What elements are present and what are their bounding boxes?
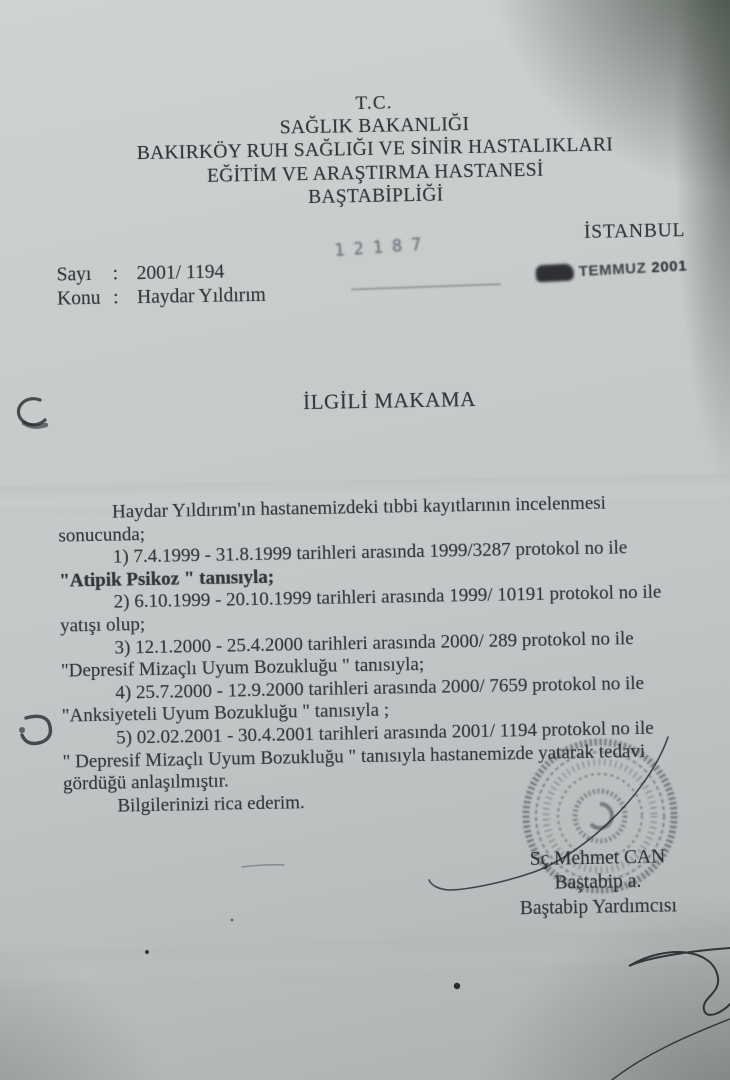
city-label: İSTANBUL [583,220,686,243]
signatory-title: Baştabip a. [554,871,642,894]
body-line: sonucunda; [58,523,146,547]
body-line: Bilgilerinizi rica ederim. [117,791,305,817]
letterhead-line-training: EĞİTİM VE ARAŞTIRMA HASTANESİ [206,159,544,187]
body-line: "Atipik Psikoz " tanısıyla; [59,566,275,592]
faint-dash-mark [351,283,501,290]
body-line: 1) 7.4.1999 - 31.8.1999 tarihleri arasında 1999/3287 protokol no ile [112,537,628,568]
konu-label: Konu [56,287,101,310]
body-line: 3) 12.1.2000 - 25.4.2000 tarihleri arasında 2000/ 289 protokol no ile [114,627,634,659]
sayi-value: 2001/ 1194 [136,261,225,285]
letterhead-line-tc: T.C. [355,92,393,115]
body-line: yatışı olup; [59,614,146,637]
konu-value: Haydar Yıldırım [136,284,266,309]
body-line: "Depresif Mizaçlı Uyum Bozukluğu " tanısıyla; [60,654,425,682]
date-stamp [535,257,687,282]
letterhead [21,85,728,214]
letterhead-line-hospital: BAKIRKÖY RUH SAĞLIĞI VE SİNİR HASTALIKLARI [136,134,614,165]
letterhead-line-ministry: SAĞLIK BAKANLIĞI [279,114,470,139]
body-line: "Anksiyeteli Uyum Bozukluğu " tanısıyla ; [61,699,390,727]
subject-line: İLGİLİ MAKAMA [302,386,477,415]
official-seal-stamp [500,716,700,916]
seal-ring [536,752,664,880]
seal-arc-text [546,762,654,870]
body-line: Haydar Yıldırım'ın hastanemizdeki tıbbi kayıtlarının incelenmesi [111,492,607,523]
seal-ring [558,774,642,858]
body-line: 5) 02.02.2001 - 30.4.2001 tarihleri arasında 2001/ 1194 protokol no ile [115,717,654,749]
stamp-year: 2001 [650,257,688,277]
body-line: " Depresif Mizaçlı Uyum Bozukluğu " tanısıyla hastanemizde yatarak tedavi [62,740,646,773]
body-line: gördüğü anlaşılmıştır. [62,770,229,795]
stamp-day-smudge [535,263,574,282]
signatory-subtitle: Baştabip Yardımcısı [519,894,678,919]
body-line: 2) 6.10.1999 - 20.10.1999 tarihleri arasında 1999/ 10191 protokol no ile [113,581,662,613]
sayi-label: Sayı [56,263,92,286]
seal-inner-ring [575,791,625,841]
registry-number-stamp: 12187 [333,234,432,262]
konu-row [57,284,266,312]
reference-block [56,260,266,312]
signatory-name: Sç.Mehmet CAN [529,846,666,871]
letterhead-line-office: BAŞTABİPLİĞİ [307,184,444,208]
seal-center-emblem [591,804,612,828]
body-line: 4) 25.7.2000 - 12.9.2000 tarihleri arasında 2000/ 7659 protokol no ile [115,672,645,704]
konu-separator: : [112,287,119,309]
sayi-separator: : [112,263,119,285]
stamp-month: TEMMUZ [578,259,647,281]
